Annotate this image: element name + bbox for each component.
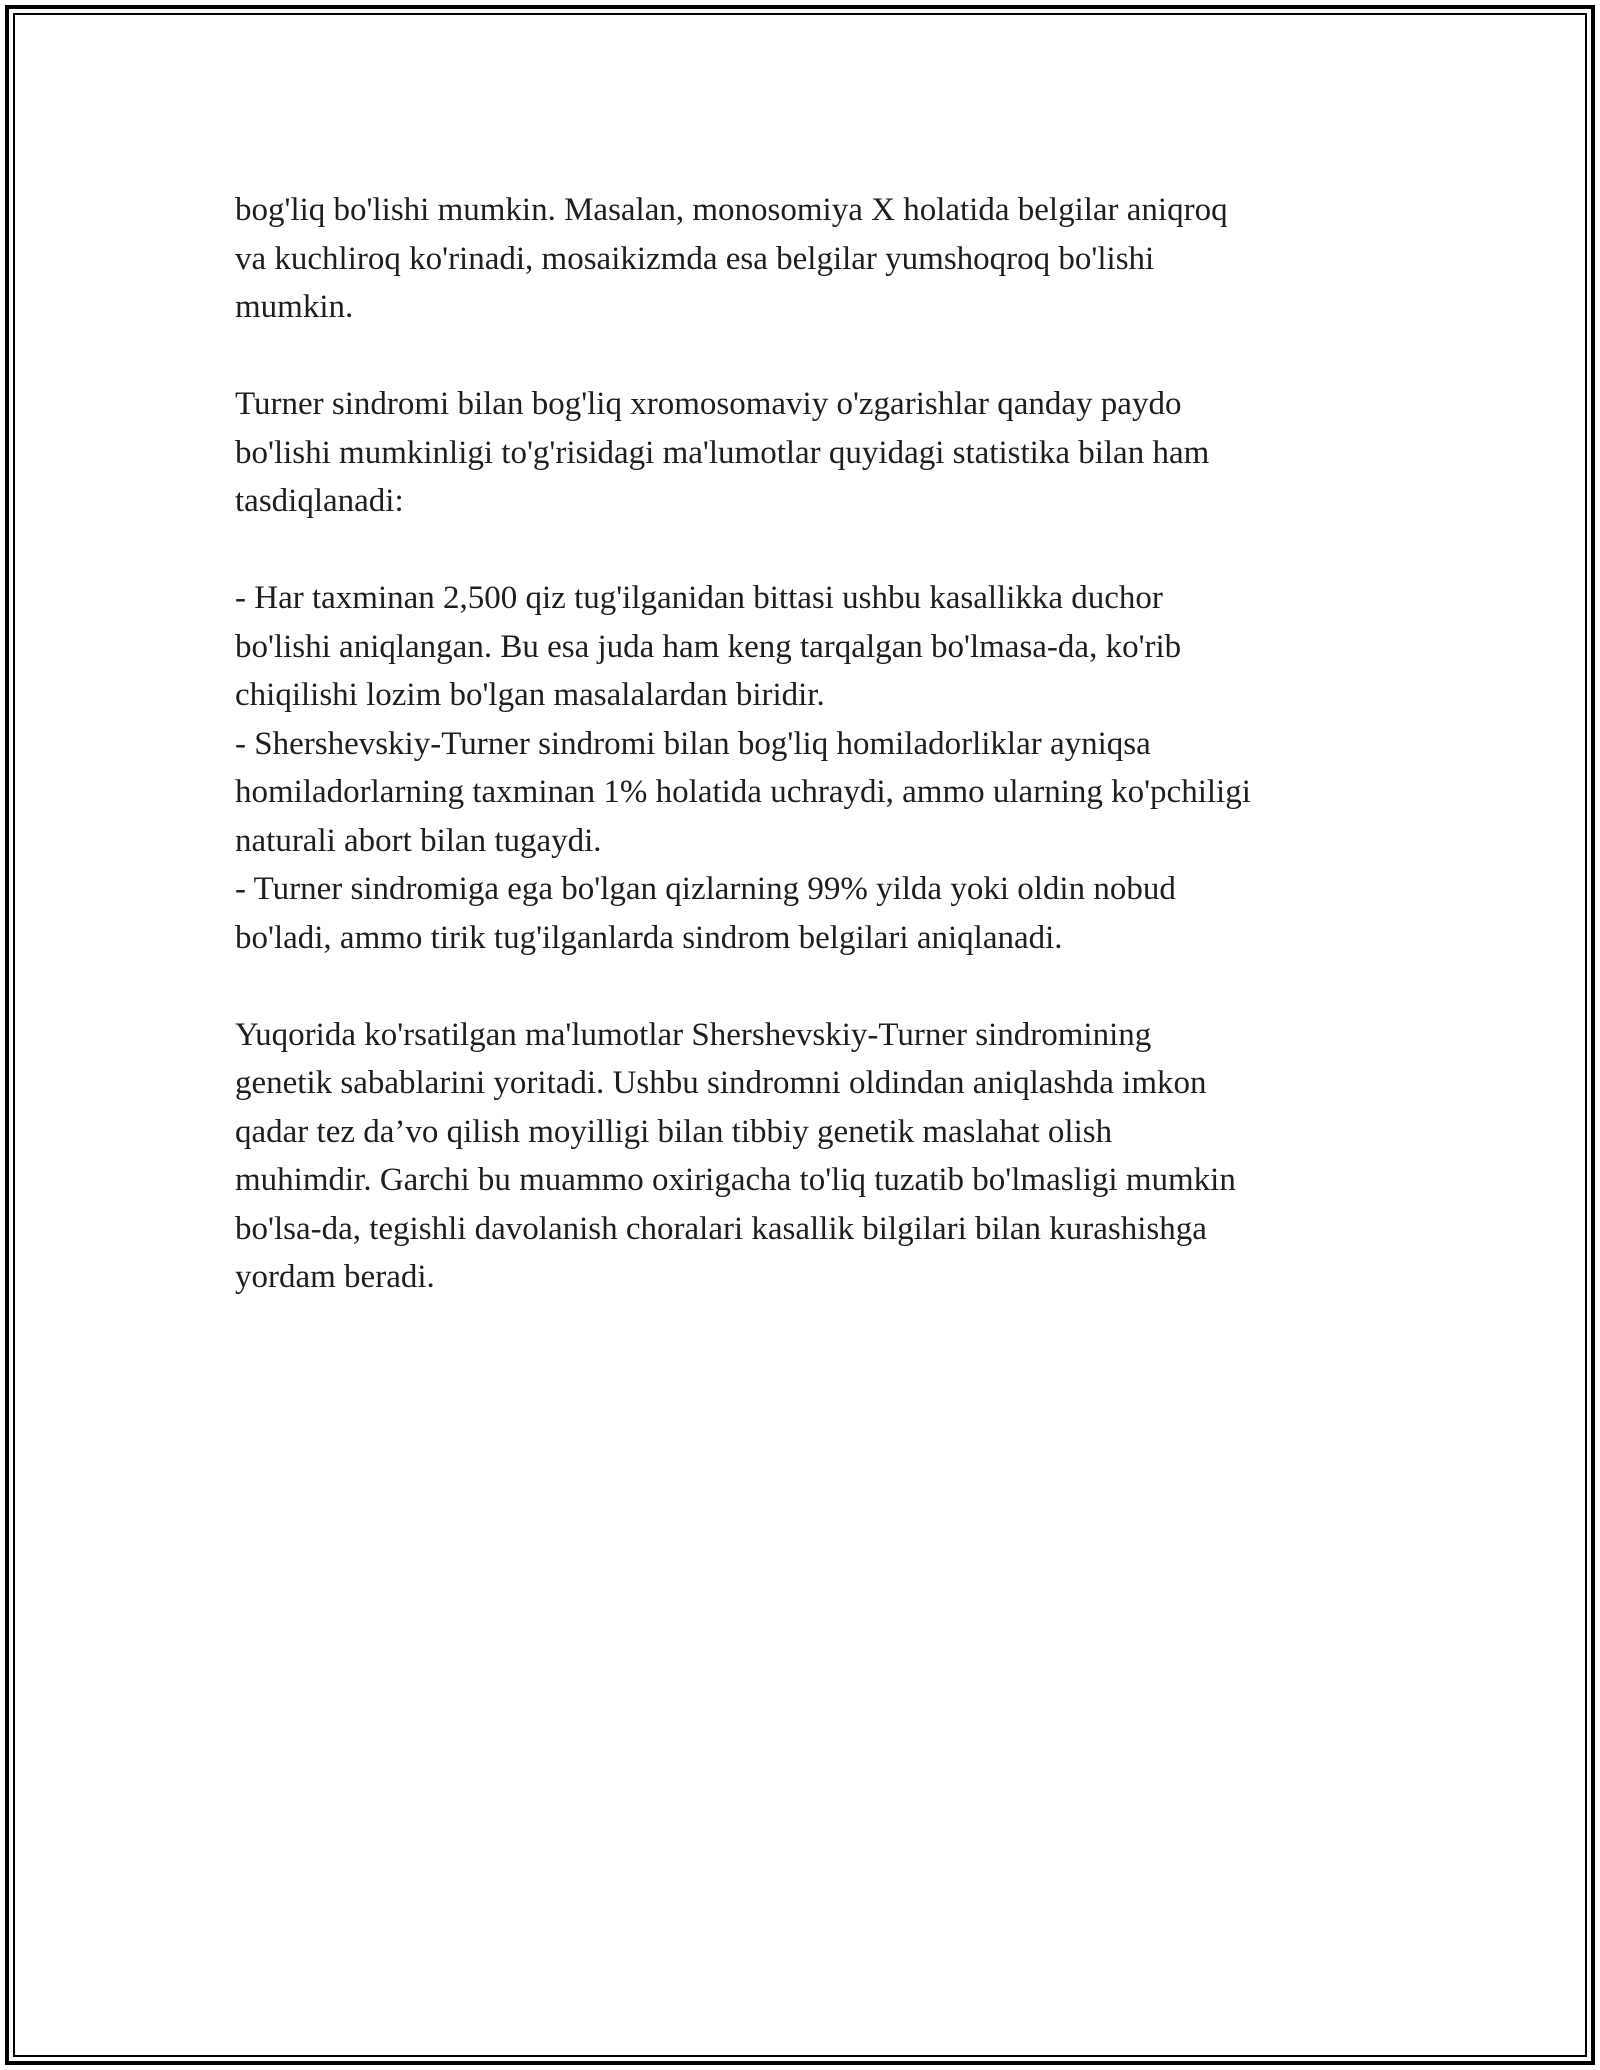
document-body <box>235 186 1385 1302</box>
text-line: Yuqorida ko'rsatilgan ma'lumotlar Shershevskiy-Turner sindromining <box>235 1016 1152 1053</box>
text-line: muhimdir. Garchi bu muammo oxirigacha to'liq tuzatib bo'lmasligi mumkin <box>235 1162 1236 1198</box>
statistics-list <box>235 574 1385 962</box>
paragraph-gap <box>235 332 1385 381</box>
text-line: Turner sindromi bilan bog'liq xromosomaviy o'zgarishlar qanday paydo <box>235 386 1182 422</box>
text-line: genetik sabablarini yoritadi. Ushbu sindromni oldindan aniqlashda imkon <box>235 1065 1207 1101</box>
text-line: bo'lsa-da, tegishli davolanish choralari kasallik bilgilari bilan kurashishga <box>235 1210 1207 1247</box>
text-line: va kuchliroq ko'rinadi, mosaikizmda esa belgilar yumshoqroq bo'lishi <box>235 240 1155 277</box>
paragraph-statistics-intro <box>235 380 1385 526</box>
text-line: homiladorlarning taxminan 1% holatida uchraydi, ammo ularning ko'pchiligi <box>235 774 1251 810</box>
text-line: bo'ladi, ammo tirik tug'ilganlarda sindrom belgilari aniqlanadi. <box>235 919 1063 956</box>
text-line: chiqilishi lozim bo'lgan masalalardan biridir. <box>235 677 825 713</box>
text-line: qadar tez da’vo qilish moyilligi bilan tibbiy genetik maslahat olish <box>235 1113 1113 1150</box>
paragraph-gap <box>235 526 1385 575</box>
text-line: - Har taxminan 2,500 qiz tug'ilganidan bittasi ushbu kasallikka duchor <box>235 580 1163 616</box>
text-line: bog'liq bo'lishi mumkin. Masalan, monosomiya X holatida belgilar aniqroq <box>235 192 1228 228</box>
paragraph-intro-continuation <box>235 186 1385 332</box>
text-line: mumkin. <box>235 289 354 325</box>
text-line: naturali abort bilan tugaydi. <box>235 822 602 859</box>
paragraph-conclusion <box>235 1011 1385 1302</box>
paragraph-gap <box>235 962 1385 1011</box>
text-line: bo'lishi mumkinligi to'g'risidagi ma'lumotlar quyidagi statistika bilan ham <box>235 434 1210 471</box>
text-line: tasdiqlanadi: <box>235 483 404 519</box>
text-line: - Shershevskiy-Turner sindromi bilan bog'liq homiladorliklar ayniqsa <box>235 725 1151 762</box>
text-line: bo'lishi aniqlangan. Bu esa juda ham keng tarqalgan bo'lmasa-da, ko'rib <box>235 628 1182 665</box>
text-line: yordam beradi. <box>235 1259 435 1295</box>
text-line: - Turner sindromiga ega bo'lgan qizlarning 99% yilda yoki oldin nobud <box>235 871 1176 907</box>
